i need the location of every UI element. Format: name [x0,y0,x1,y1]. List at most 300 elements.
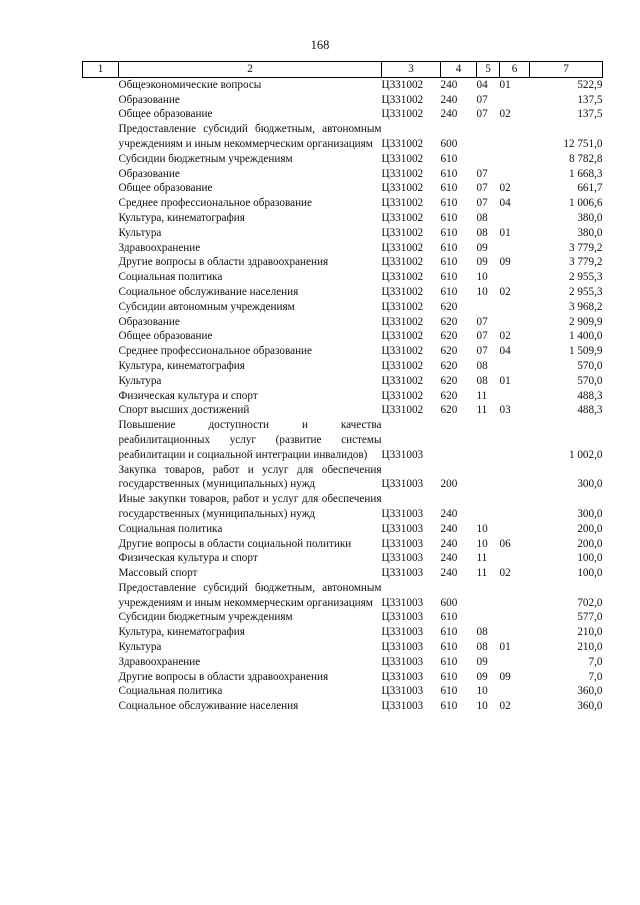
blank-cell [83,389,119,404]
target-article-code: Ц331002 [381,271,424,284]
target-article-code: Ц331002 [381,137,424,150]
expense-type-code: 240 [440,78,458,91]
section-code [477,300,500,315]
item-name: Среднее профессиональное образование [118,197,313,210]
section-code [477,122,500,152]
subsection-code: 02 [499,330,511,343]
section-code: 10 [476,685,488,698]
expense-type-code: 240 [440,522,458,535]
subsection-code: 01 [499,641,511,654]
amount: 12 751,0 [563,137,603,150]
subsection-code [500,463,530,493]
expense-type-code: 610 [440,241,458,254]
table-row [83,403,603,418]
amount: 702,0 [577,596,603,609]
blank-cell [83,77,119,92]
table-row [83,107,603,122]
table-row [83,492,603,522]
blank-cell [83,270,119,285]
item-name: Закупка товаров, работ и услуг для обеспечения государственных (муниципальных) нужд [118,463,382,491]
expense-type-code: 240 [440,552,458,565]
target-article-code: Ц331002 [381,330,424,343]
subsection-code [500,522,530,537]
item-name: Предоставление субсидий бюджетным, автономным учреждениям и иным некоммерческим организациям [118,581,382,609]
expense-type-code: 610 [440,182,458,195]
subsection-code [500,655,530,670]
amount: 1 668,3 [568,167,603,180]
blank-cell [83,537,119,552]
blank-cell [83,300,119,315]
section-code: 07 [476,93,488,106]
subsection-code [500,389,530,404]
target-article-code: Ц331002 [381,315,424,328]
target-article-code: Ц331002 [381,389,424,402]
amount: 8 782,8 [568,152,603,165]
item-name: Общеэкономические вопросы [118,78,262,91]
amount: 3 779,2 [568,241,603,254]
table-row [83,625,603,640]
target-article-code: Ц331003 [381,685,424,698]
table-row [83,640,603,655]
amount: 7,0 [588,670,603,683]
amount: 1 509,9 [568,345,603,358]
subsection-code [500,359,530,374]
table-row [83,374,603,389]
subsection-code: 04 [499,345,511,358]
expense-type-code: 240 [440,93,458,106]
blank-cell [83,315,119,330]
subsection-code [500,167,530,182]
expense-type-code: 600 [440,596,458,609]
subsection-code [500,300,530,315]
subsection-code: 01 [499,374,511,387]
column-number: 4 [441,62,477,78]
amount: 360,0 [577,700,603,713]
blank-cell [83,566,119,581]
blank-cell [83,122,119,152]
amount: 7,0 [588,655,603,668]
section-code: 10 [476,271,488,284]
column-number: 2 [119,62,382,78]
target-article-code: Ц331002 [381,359,424,372]
amount: 360,0 [577,685,603,698]
amount: 210,0 [577,641,603,654]
target-article-code: Ц331002 [381,345,424,358]
section-code: 08 [476,359,488,372]
subsection-code [500,492,530,522]
table-row [83,93,603,108]
budget-table [82,61,603,714]
subsection-code [500,418,530,462]
item-name: Образование [118,93,180,106]
expense-type-code: 200 [440,478,458,491]
blank-cell [83,167,119,182]
item-name: Субсидии бюджетным учреждениям [118,611,293,624]
amount: 577,0 [577,611,603,624]
item-name: Спорт высших достижений [118,404,250,417]
target-article-code: Ц331002 [381,285,424,298]
item-name: Другие вопросы в области социальной политики [118,537,352,550]
subsection-code: 06 [499,537,511,550]
section-code: 04 [476,78,488,91]
blank-cell [83,152,119,167]
expense-type-code: 610 [440,611,458,624]
expense-type-code: 610 [440,285,458,298]
item-name: Социальная политика [118,271,223,284]
blank-cell [83,93,119,108]
section-code [477,463,500,493]
section-code: 09 [476,655,488,668]
blank-cell [83,403,119,418]
section-code: 08 [476,211,488,224]
amount: 3 968,2 [568,300,603,313]
item-name: Культура [118,374,162,387]
blank-cell [83,699,119,714]
blank-cell [83,181,119,196]
table-row [83,670,603,685]
section-code: 10 [476,700,488,713]
expense-type-code: 620 [440,345,458,358]
expense-type-code: 240 [440,108,458,121]
section-code: 08 [476,641,488,654]
section-code: 09 [476,670,488,683]
expense-type-code: 620 [440,330,458,343]
subsection-code: 02 [499,700,511,713]
section-code: 11 [476,552,488,565]
table-row [83,167,603,182]
expense-type-code: 610 [440,211,458,224]
target-article-code: Ц331002 [381,152,424,165]
table-row [83,241,603,256]
item-name: Общее образование [118,108,213,121]
target-article-code: Ц331002 [381,78,424,91]
section-code: 08 [476,374,488,387]
section-code: 11 [476,389,488,402]
table-row [83,226,603,241]
blank-cell [83,196,119,211]
item-name: Культура, кинематография [118,626,245,639]
blank-cell [83,670,119,685]
amount: 210,0 [577,626,603,639]
amount: 1 400,0 [568,330,603,343]
blank-cell [83,107,119,122]
amount: 380,0 [577,226,603,239]
table-row [83,315,603,330]
amount: 1 002,0 [568,448,603,461]
subsection-code [500,152,530,167]
table-row [83,684,603,699]
table-row [83,359,603,374]
item-name: Общее образование [118,330,213,343]
target-article-code: Ц331002 [381,93,424,106]
table-row [83,566,603,581]
expense-type-code: 620 [440,389,458,402]
item-name: Субсидии бюджетным учреждениям [118,152,293,165]
amount: 488,3 [577,389,603,402]
section-code: 07 [476,182,488,195]
target-article-code: Ц331003 [381,655,424,668]
subsection-code [500,270,530,285]
item-name: Образование [118,315,180,328]
blank-cell [83,463,119,493]
subsection-code: 02 [499,285,511,298]
target-article-code: Ц331003 [381,641,424,654]
blank-cell [83,655,119,670]
section-code: 07 [476,108,488,121]
table-row [83,418,603,462]
table-row [83,196,603,211]
target-article-code: Ц331002 [381,167,424,180]
table-body [83,77,603,714]
section-code: 07 [476,197,488,210]
blank-cell [83,329,119,344]
expense-type-code: 610 [440,256,458,269]
target-article-code: Ц331002 [381,256,424,269]
item-name: Культура [118,641,162,654]
item-name: Физическая культура и спорт [118,389,258,402]
section-code [477,152,500,167]
subsection-code: 02 [499,567,511,580]
expense-type-code: 610 [440,670,458,683]
section-code: 07 [476,315,488,328]
subsection-code: 02 [499,108,511,121]
blank-cell [83,522,119,537]
target-article-code: Ц331002 [381,182,424,195]
item-name: Культура [118,226,162,239]
expense-type-code: 240 [440,567,458,580]
expense-type-code: 620 [440,300,458,313]
column-number: 5 [477,62,500,78]
section-code [477,418,500,462]
expense-type-code: 610 [440,641,458,654]
target-article-code: Ц331003 [381,700,424,713]
item-name: Предоставление субсидий бюджетным, автономным учреждениям и иным некоммерческим организациям [118,123,382,150]
expense-type-code: 240 [440,537,458,550]
item-name: Культура, кинематография [118,211,245,224]
section-code: 07 [476,345,488,358]
section-code: 10 [476,522,488,535]
target-article-code: Ц331003 [381,522,424,535]
subsection-code [500,93,530,108]
expense-type-code: 610 [440,226,458,239]
subsection-code: 09 [499,670,511,683]
column-number: 7 [530,62,603,78]
subsection-code [500,241,530,256]
amount: 2 909,9 [568,315,603,328]
item-name: Образование [118,167,180,180]
item-name: Общее образование [118,182,213,195]
amount: 100,0 [577,567,603,580]
item-name: Другие вопросы в области здравоохранения [118,256,329,269]
item-name: Физическая культура и спорт [118,552,258,565]
blank-cell [83,344,119,359]
item-name: Социальное обслуживание населения [118,700,299,713]
subsection-code: 01 [499,226,511,239]
page-number: 168 [310,38,330,52]
section-code: 07 [476,167,488,180]
target-article-code: Ц331002 [381,211,424,224]
subsection-code [500,610,530,625]
table-row [83,152,603,167]
amount: 100,0 [577,552,603,565]
section-code: 09 [476,256,488,269]
expense-type-code: 610 [440,700,458,713]
blank-cell [83,211,119,226]
table-row [83,463,603,493]
amount: 488,3 [577,404,603,417]
amount: 200,0 [577,537,603,550]
table-row [83,522,603,537]
section-code [477,492,500,522]
blank-cell [83,241,119,256]
item-name: Социальная политика [118,522,223,535]
amount: 1 006,6 [568,197,603,210]
subsection-code [500,315,530,330]
amount: 300,0 [577,507,603,520]
blank-cell [83,684,119,699]
section-code: 08 [476,626,488,639]
amount: 137,5 [577,93,603,106]
section-code: 08 [476,226,488,239]
subsection-code [500,122,530,152]
blank-cell [83,625,119,640]
target-article-code: Ц331002 [381,404,424,417]
section-code: 10 [476,537,488,550]
table-row [83,255,603,270]
item-name: Повышение доступности и качества реабилитационных услуг (развитие системы реабилитации и социальной интеграции инвалидов) [118,419,382,461]
expense-type-code: 620 [440,359,458,372]
blank-cell [83,610,119,625]
amount: 3 779,2 [568,256,603,269]
item-name: Массовый спорт [118,567,198,580]
table-row [83,122,603,152]
amount: 570,0 [577,374,603,387]
target-article-code: Ц331003 [381,478,424,491]
table-row [83,344,603,359]
expense-type-code: 600 [440,137,458,150]
table-row [83,329,603,344]
item-name: Здравоохранение [118,655,201,668]
target-article-code: Ц331002 [381,197,424,210]
blank-cell [83,418,119,462]
amount: 570,0 [577,359,603,372]
expense-type-code: 240 [440,507,458,520]
blank-cell [83,640,119,655]
target-article-code: Ц331002 [381,226,424,239]
expense-type-code [441,418,477,462]
target-article-code: Ц331003 [381,596,424,609]
table-row [83,581,603,611]
subsection-code: 01 [499,78,511,91]
target-article-code: Ц331003 [381,670,424,683]
target-article-code: Ц331003 [381,552,424,565]
subsection-code [500,625,530,640]
item-name: Культура, кинематография [118,359,245,372]
expense-type-code: 620 [440,315,458,328]
expense-type-code: 620 [440,404,458,417]
table-row [83,300,603,315]
column-number: 6 [500,62,530,78]
item-name: Здравоохранение [118,241,201,254]
table-row [83,77,603,92]
expense-type-code: 610 [440,655,458,668]
expense-type-code: 620 [440,374,458,387]
expense-type-code: 610 [440,626,458,639]
subsection-code: 04 [499,197,511,210]
table-row [83,270,603,285]
target-article-code: Ц331002 [381,374,424,387]
amount: 137,5 [577,108,603,121]
blank-cell [83,581,119,611]
amount: 200,0 [577,522,603,535]
blank-cell [83,551,119,566]
target-article-code: Ц331003 [381,611,424,624]
table-row [83,610,603,625]
target-article-code: Ц331003 [381,567,424,580]
column-number-row [83,62,603,78]
expense-type-code: 610 [440,167,458,180]
item-name: Социальное обслуживание населения [118,285,299,298]
section-code [477,610,500,625]
target-article-code: Ц331003 [381,448,424,461]
subsection-code [500,211,530,226]
target-article-code: Ц331002 [381,108,424,121]
item-name: Среднее профессиональное образование [118,345,313,358]
table-row [83,699,603,714]
expense-type-code: 610 [440,685,458,698]
item-name: Социальная политика [118,685,223,698]
target-article-code: Ц331003 [381,507,424,520]
amount: 661,7 [577,182,603,195]
blank-cell [83,359,119,374]
blank-cell [83,255,119,270]
section-code: 11 [476,567,488,580]
column-number: 1 [83,62,119,78]
target-article-code: Ц331002 [381,300,424,313]
expense-type-code: 610 [440,271,458,284]
section-code: 09 [476,241,488,254]
column-number: 3 [382,62,441,78]
item-name: Субсидии автономным учреждениям [118,300,295,313]
item-name: Иные закупки товаров, работ и услуг для обеспечения государственных (муниципальных) нужд [118,493,382,520]
subsection-code: 03 [499,404,511,417]
table-row [83,389,603,404]
table-row [83,285,603,300]
blank-cell [83,226,119,241]
subsection-code [500,551,530,566]
expense-type-code: 610 [440,152,458,165]
table-row [83,551,603,566]
amount: 300,0 [577,478,603,491]
table-row [83,181,603,196]
section-code: 07 [476,330,488,343]
amount: 2 955,3 [568,285,603,298]
target-article-code: Ц331003 [381,626,424,639]
blank-cell [83,492,119,522]
blank-cell [83,374,119,389]
amount: 522,9 [577,78,603,91]
blank-cell [83,285,119,300]
item-name: Другие вопросы в области здравоохранения [118,670,329,683]
section-code [477,581,500,611]
table-row [83,655,603,670]
target-article-code: Ц331002 [381,241,424,254]
subsection-code [500,684,530,699]
table-row [83,537,603,552]
amount: 2 955,3 [568,271,603,284]
expense-type-code: 610 [440,197,458,210]
section-code: 11 [476,404,488,417]
